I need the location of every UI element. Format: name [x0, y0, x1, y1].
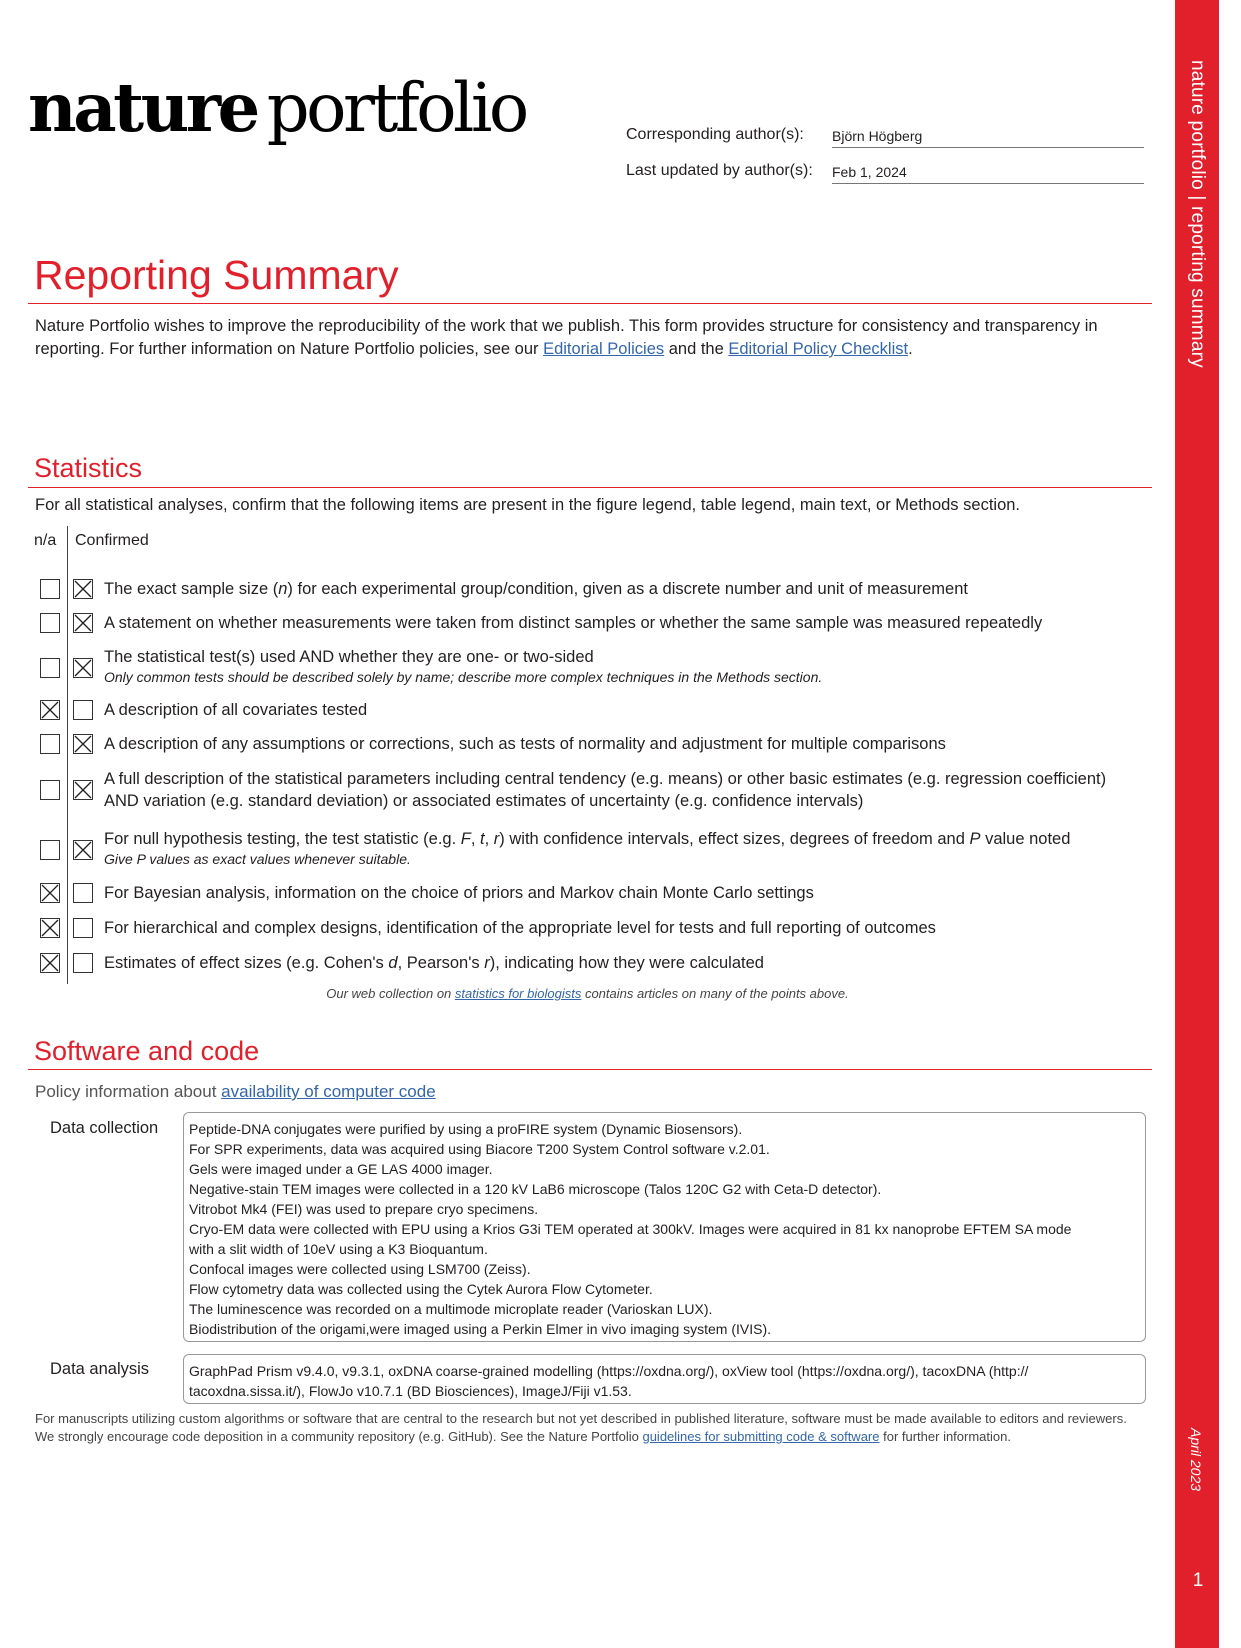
checklist-item-text — [104, 952, 1154, 974]
nature-portfolio-logo — [28, 68, 526, 147]
checklist-item-fragment: A description of all covariates tested — [104, 701, 368, 719]
logo-part-portfolio: portfolio — [266, 69, 526, 147]
side-title: nature portfolio | reporting summary — [1187, 60, 1208, 368]
editorial-policy-checklist-link[interactable]: Editorial Policy Checklist — [728, 340, 909, 358]
field-text-line: Cryo-EM data were collected with EPU using a Krios G3i TEM operated at 300kV. Images were acquired in 81 kx nanoprobe EFTEM SA mode — [189, 1221, 1072, 1237]
confirmed-checkbox[interactable] — [73, 658, 93, 678]
field-text-line: Gels were imaged under a GE LAS 4000 imager. — [189, 1161, 493, 1177]
field-text-line: Vitrobot Mk4 (FEI) was used to prepare cryo specimens. — [189, 1201, 539, 1217]
checklist-item-text — [104, 612, 1154, 634]
intro-paragraph — [35, 315, 1145, 361]
side-date: April 2023 — [1188, 1428, 1204, 1492]
field-text-line: Peptide-DNA conjugates were purified by using a proFIRE system (Dynamic Biosensors). — [189, 1121, 743, 1137]
checklist-item-fragment: Estimates of effect sizes (e.g. Cohen's — [104, 954, 389, 972]
field-text-line: GraphPad Prism v9.4.0, v9.3.1, oxDNA coarse-grained modelling (https://oxdna.org/), oxView tool (https://oxdna.org/), tacoxDNA (http:// — [189, 1363, 1029, 1379]
field-text-line: For SPR experiments, data was acquired using Biacore T200 System Control software v.2.01. — [189, 1141, 770, 1157]
checklist-item-fragment: F — [460, 830, 471, 848]
statistics-for-biologists-link[interactable]: statistics for biologists — [454, 986, 582, 1001]
checklist-item-text — [104, 917, 1154, 939]
footer-text-1: For manuscripts utilizing custom algorithms or software that are central to the research but not yet described in published literature, software must be made available to editors and reviewers. We strongly encourage code deposition in a community repository (e.g. GitHub). See the Nature Portfolio — [35, 1411, 1127, 1444]
last-updated-label: Last updated by author(s): — [626, 162, 813, 179]
na-checkbox[interactable] — [40, 840, 60, 860]
checklist-item-fragment: A full description of the statistical parameters including central tendency (e.g. means) or other basic estimates (e.g. regression coefficient) — [104, 770, 1107, 788]
confirmed-checkbox[interactable] — [73, 780, 93, 800]
software-rule — [28, 1069, 1152, 1070]
checklist-item-text — [104, 578, 1154, 600]
checklist-item-fragment: , — [484, 830, 494, 848]
checklist-item-fragment: value noted — [980, 830, 1071, 848]
field-text-line: tacoxdna.sissa.it/), FlowJo v10.7.1 (BD Biosciences), ImageJ/Fiji v1.53. — [189, 1383, 632, 1399]
confirmed-checkbox[interactable] — [73, 840, 93, 860]
web-note-text-1: Our web collection on — [326, 986, 455, 1001]
checklist-item-fragment: , Pearson's — [397, 954, 485, 972]
na-column-header: n/a — [34, 532, 57, 549]
checklist-item-fragment: P — [969, 830, 981, 848]
checklist-item-fragment: For hierarchical and complex designs, identification of the appropriate level for tests and full reporting of outcomes — [104, 919, 936, 937]
confirmed-column-header: Confirmed — [75, 532, 149, 549]
na-checkbox[interactable] — [40, 918, 60, 938]
software-footer-note — [35, 1410, 1145, 1446]
intro-text-1: Nature Portfolio wishes to improve the reproducibility of the work that we publish. This form provides structure for consistency and transparency in reporting. For further information on Nature Portfolio policies, see our — [35, 317, 1098, 358]
field-text-line: Biodistribution of the origami,were imaged using a Perkin Elmer in vivo imaging system (IVIS). — [189, 1321, 772, 1337]
checklist-item-text — [104, 768, 1154, 812]
confirmed-checkbox[interactable] — [73, 579, 93, 599]
na-checkbox[interactable] — [40, 658, 60, 678]
intro-text-2: and the — [664, 340, 729, 358]
data-collection-field[interactable] — [183, 1112, 1146, 1342]
field-text-line: The luminescence was recorded on a multimode microplate reader (Varioskan LUX). — [189, 1301, 713, 1317]
checklist-item-fragment: r — [493, 830, 500, 848]
software-policy-line — [35, 1082, 436, 1102]
confirmed-checkbox[interactable] — [73, 883, 93, 903]
software-heading: Software and code — [34, 1036, 260, 1066]
code-guidelines-link[interactable]: guidelines for submitting code & software — [642, 1429, 880, 1444]
statistics-intro: For all statistical analyses, confirm that the following items are present in the figure legend, table legend, main text, or Methods section. — [35, 496, 1021, 514]
na-checkbox[interactable] — [40, 953, 60, 973]
checklist-item-fragment: ) for each experimental group/condition, given as a discrete number and unit of measurement — [287, 580, 968, 598]
na-checkbox[interactable] — [40, 883, 60, 903]
checklist-item-text — [104, 882, 1154, 904]
checklist-item-fragment: ) with confidence intervals, effect sizes, degrees of freedom and — [499, 830, 970, 848]
field-text-line: with a slit width of 10eV using a K3 Bioquantum. — [189, 1241, 488, 1257]
na-checkbox[interactable] — [40, 780, 60, 800]
checklist-item-fragment: A description of any assumptions or corrections, such as tests of normality and adjustment for multiple comparisons — [104, 735, 946, 753]
checklist-item-text — [104, 733, 1154, 755]
data-analysis-label: Data analysis — [50, 1360, 150, 1378]
data-collection-label: Data collection — [50, 1119, 159, 1137]
checklist-item-note: Give P values as exact values whenever suitable. — [104, 851, 411, 867]
page-title: Reporting Summary — [34, 252, 399, 298]
checklist-item-text — [104, 646, 1154, 686]
checklist-item-fragment: For null hypothesis testing, the test statistic (e.g. — [104, 830, 461, 848]
web-note-text-2: contains articles on many of the points above. — [581, 986, 849, 1001]
logo-part-nature: nature — [28, 68, 257, 147]
statistics-heading: Statistics — [34, 453, 143, 483]
checklist-item-line2: AND variation (e.g. standard deviation) or associated estimates of uncertainty (e.g. confidence intervals) — [104, 792, 864, 810]
na-checkbox[interactable] — [40, 579, 60, 599]
availability-of-code-link[interactable]: availability of computer code — [221, 1082, 436, 1101]
field-text-line: Negative-stain TEM images were collected in a 120 kV LaB6 microscope (Talos 120C G2 with Ceta-D detector). — [189, 1181, 882, 1197]
confirmed-checkbox[interactable] — [73, 613, 93, 633]
checklist-item-fragment: A statement on whether measurements were taken from distinct samples or whether the same sample was measured repeatedly — [104, 614, 1043, 632]
last-updated-field[interactable]: Feb 1, 2024 — [832, 164, 1144, 184]
na-checkbox[interactable] — [40, 734, 60, 754]
title-rule — [28, 303, 1152, 304]
corresponding-author-label: Corresponding author(s): — [626, 126, 804, 143]
corresponding-author-field[interactable]: Björn Högberg — [832, 128, 1144, 148]
checklist-item-fragment: t — [480, 830, 485, 848]
field-text-line: Confocal images were collected using LSM700 (Zeiss). — [189, 1261, 531, 1277]
policy-text: Policy information about — [35, 1082, 222, 1101]
checklist-item-text — [104, 699, 1154, 721]
intro-text-3: . — [908, 340, 913, 358]
na-checkbox[interactable] — [40, 613, 60, 633]
checklist-item-fragment: ), indicating how they were calculated — [489, 954, 764, 972]
confirmed-checkbox[interactable] — [73, 953, 93, 973]
confirmed-checkbox[interactable] — [73, 734, 93, 754]
column-divider — [67, 526, 68, 984]
checklist-item-note: Only common tests should be described solely by name; describe more complex techniques in the Methods section. — [104, 669, 823, 685]
page-number: 1 — [1192, 1570, 1204, 1591]
footer-text-2: for further information. — [879, 1429, 1011, 1444]
checklist-item-fragment: d — [388, 954, 398, 972]
na-checkbox[interactable] — [40, 700, 60, 720]
confirmed-checkbox[interactable] — [73, 700, 93, 720]
checklist-item-fragment: The statistical test(s) used AND whether they are one- or two-sided — [104, 648, 594, 666]
statistics-web-note — [0, 986, 1175, 1001]
checklist-item-fragment: For Bayesian analysis, information on the choice of priors and Markov chain Monte Carlo settings — [104, 884, 814, 902]
checklist-item-fragment: The exact sample size ( — [104, 580, 279, 598]
checklist-item-fragment: n — [278, 580, 288, 598]
field-text-line: Flow cytometry data was collected using the Cytek Aurora Flow Cytometer. — [189, 1281, 653, 1297]
data-analysis-field[interactable] — [183, 1354, 1146, 1404]
editorial-policies-link[interactable]: Editorial Policies — [543, 340, 665, 358]
checklist-item-fragment: r — [484, 954, 490, 972]
checklist-item-text — [104, 828, 1154, 868]
checklist-item-fragment: , — [470, 830, 481, 848]
statistics-rule — [28, 487, 1152, 488]
confirmed-checkbox[interactable] — [73, 918, 93, 938]
